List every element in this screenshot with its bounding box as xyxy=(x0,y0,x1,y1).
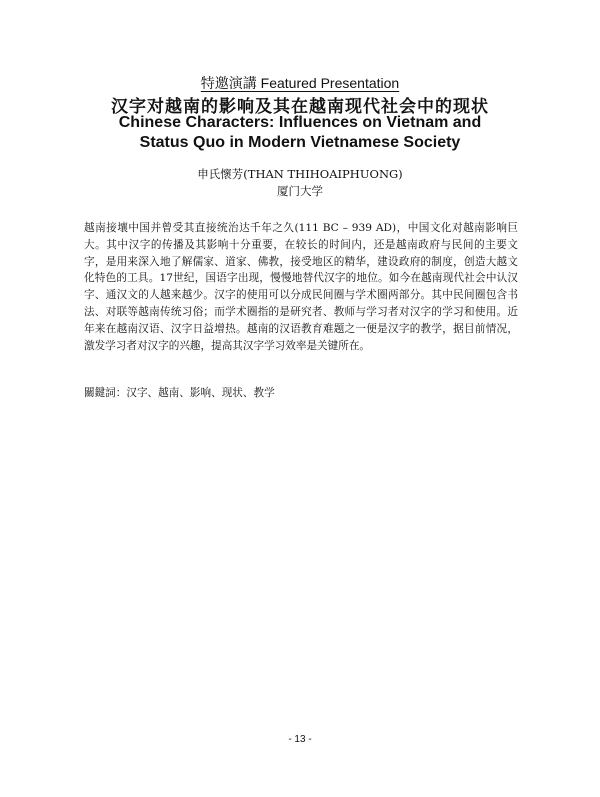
author-affiliation: 厦门大学 xyxy=(277,184,323,198)
keywords-line: 關鍵詞：汉字、越南、影响、现状、教学 xyxy=(84,387,275,399)
author-name: 申氏懷芳(THAN THIHOAIPHUONG) xyxy=(197,167,403,181)
page-number: - 13 - xyxy=(288,734,312,745)
title-chinese: 汉字对越南的影响及其在越南现代社会中的现状 xyxy=(111,97,489,117)
section-label: 特邀演講 Featured Presentation xyxy=(200,75,400,91)
abstract-paragraph: 越南接壤中国并曾受其直接统治达千年之久(111 BC – 939 AD)，中国文化对越南影响巨大。其中汉字的传播及其影响十分重要，在较长的时间内，还是越南政府与民间的主要文字，是用来深入地了解儒家、道家、佛教，接受地区的精华，建设政府的制度，创造大越文化特色的工具。17世纪，国语字出现，慢慢地替代汉字的地位。如今在越南现代社会中认汉字、通汉文的人越来越少。汉字的使用可以分成民间圈与学术圈两部分。其中民间圈包含书法、对联等越南传统习俗；而学术圈指的是研究者、教师与学习者对汉字的学习和使用。近年来在越南汉语、汉字日益增热。越南的汉语教育难题之一便是汉字的教学，据目前情况，激发学习者对汉字的兴趣，提高其汉字学习效率是关键所在。 xyxy=(84,222,518,352)
title-english: Chinese Characters: Influences on Vietnam and Status Quo in Modern Vietnamese Society xyxy=(118,114,482,151)
